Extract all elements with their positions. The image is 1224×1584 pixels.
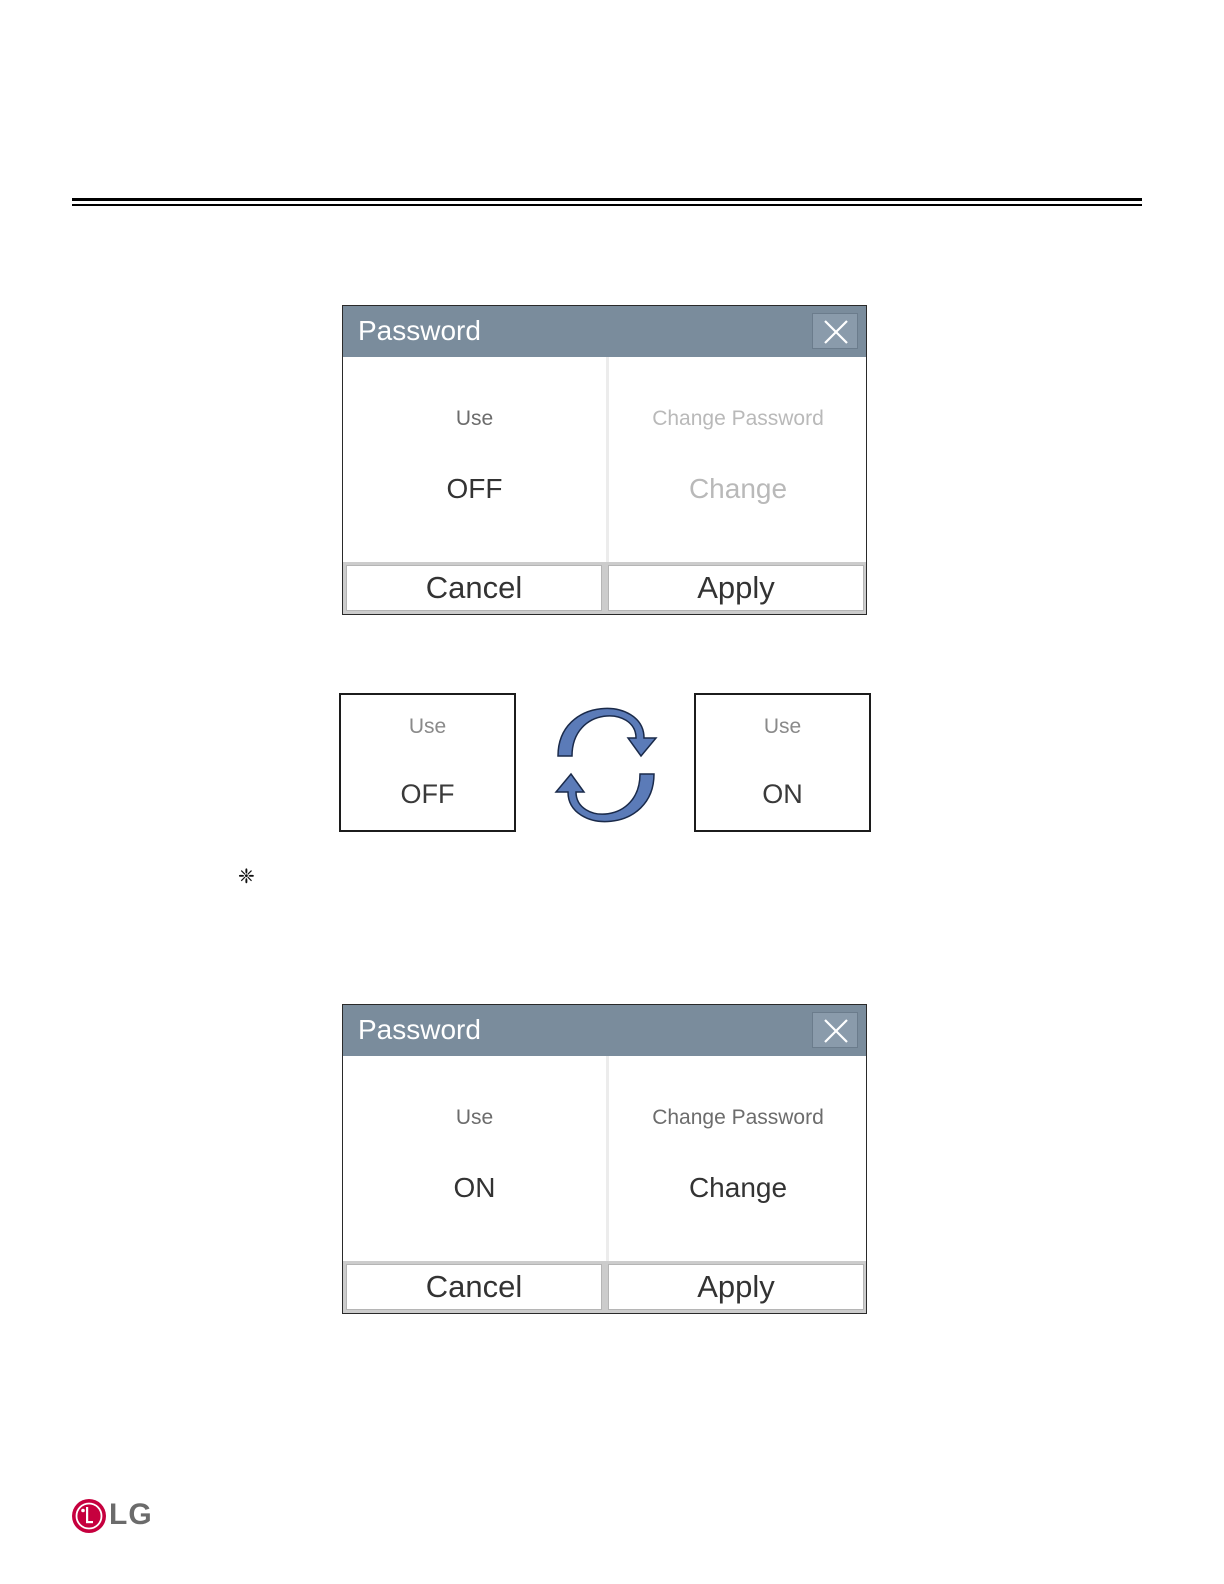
close-icon [823,1018,849,1044]
password-dialog-off [342,305,867,615]
header-rule-bottom [72,204,1142,206]
header-rule-top [72,198,1142,201]
change-password-value[interactable]: Change [688,1172,788,1203]
lg-logo-text: LG [109,1498,153,1531]
button-bar [343,562,866,614]
change-password-value: Change [688,473,788,504]
lg-logo-icon [71,1498,107,1534]
close-button[interactable] [812,1012,858,1048]
dialog-title: Password [358,1014,481,1045]
password-dialog-on [342,1004,867,1314]
toggle-cycle-icon [550,702,662,828]
use-label: Use [455,407,494,430]
close-button[interactable] [812,313,858,349]
button-bar [343,1261,866,1313]
apply-button[interactable]: Apply [608,1264,864,1310]
use-value[interactable]: ON [453,1172,496,1203]
apply-button[interactable]: Apply [608,565,864,611]
use-section[interactable] [343,1056,606,1261]
state-on-label: Use [763,715,802,738]
state-on-value: ON [762,779,803,809]
use-on-state-box [694,693,871,832]
state-off-label: Use [408,715,447,738]
use-off-state-box [339,693,516,832]
change-password-label: Change Password [652,407,824,430]
dialog-titlebar [343,306,866,357]
use-value[interactable]: OFF [446,473,503,504]
state-off-value: OFF [400,779,455,809]
change-password-section[interactable] [606,1056,867,1261]
lg-logo [71,1498,161,1536]
note-marker-icon: ❈ [238,866,255,888]
dialog-title: Password [358,315,481,346]
cancel-button[interactable]: Cancel [346,1264,602,1310]
use-section[interactable] [343,357,606,562]
cancel-button[interactable]: Cancel [346,565,602,611]
use-label: Use [455,1106,494,1129]
change-password-label: Change Password [652,1106,824,1129]
close-icon [823,319,849,345]
dialog-titlebar [343,1005,866,1056]
change-password-section [606,357,867,562]
